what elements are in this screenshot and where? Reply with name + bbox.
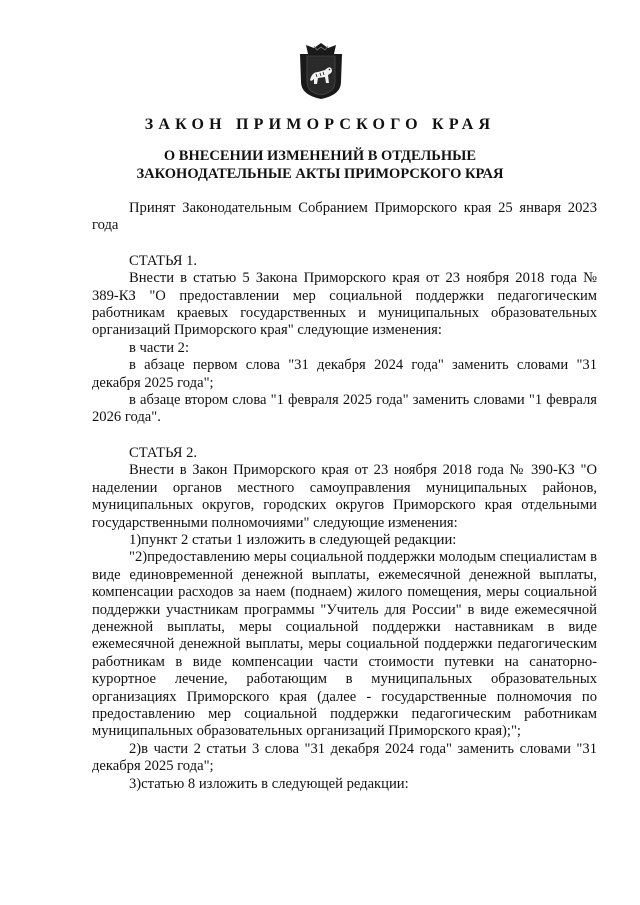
article-2-point-1: 1)пункт 2 статьи 1 изложить в следующей редакции: [129,531,457,548]
article-2-point-3: 3)статью 8 изложить в следующей редакции: [129,775,409,792]
article-1-part: в части 2: [129,339,190,356]
article-2-quote: "2)предоставлению меры социальной поддержки молодым специалистам в виде единовременной денежной выплаты, ежемесячной денежной выплаты, компенсации расходов за наем (поднаем) жилого помещения, меры социальной поддержки участникам программы "Учитель для России" в виде ежемесячной денежной выплаты, меры социальной поддержки наставникам в виде ежемесячной денежной выплаты, меры социальной поддержки педагогическим работникам в виде компенсации части стоимости путевки на санаторно-курортное лечение, работающим в муниципальных образовательных организациях Приморского края (далее - государственные полномочия по предоставлению мер социальной поддержки педагогическим работникам муниципальных образовательных организаций Приморского края);"; [92,549,597,740]
article-1-item-2: в абзаце втором слова "1 февраля 2025 года" заменить словами "1 февраля 2026 года". [92,392,597,426]
article-2-heading: СТАТЬЯ 2. [129,444,198,461]
law-body [92,200,597,793]
adoption-note: Принят Законодательным Собранием Приморского края 25 января 2023 года [92,200,597,234]
article-2-point-2: 2)в части 2 статьи 3 слова "31 декабря 2024 года" заменить словами "31 декабря 2025 года"; [92,740,597,775]
law-subtitle [0,147,640,183]
article-1-item-1: в абзаце первом слова "31 декабря 2024 года" заменить словами "31 декабря 2025 года"; [92,357,597,391]
article-1-intro: Внести в статью 5 Закона Приморского края от 23 ноября 2018 года № 389-КЗ "О предоставлении мер социальной поддержки педагогическим работникам краевых государственных и муниципальных образовательных организаций Приморского края" следующие изменения: [92,270,597,339]
subtitle-line-1: О ВНЕСЕНИИ ИЗМЕНЕНИЙ В ОТДЕЛЬНЫЕ [163,148,477,164]
coat-of-arms-icon [298,42,344,100]
subtitle-line-2: ЗАКОНОДАТЕЛЬНЫЕ АКТЫ ПРИМОРСКОГО КРАЯ [136,166,504,182]
article-2-intro: Внести в Закон Приморского края от 23 ноября 2018 года № 390-КЗ "О наделении органов местного самоуправления муниципальных районов, муниципальных округов, городских округов Приморского края отдельными государственными полномочиями" следующие изменения: [92,462,597,531]
article-1-heading: СТАТЬЯ 1. [129,252,198,269]
coat-of-arms-graphic [298,42,344,100]
law-title: ЗАКОН ПРИМОРСКОГО КРАЯ [144,116,496,133]
